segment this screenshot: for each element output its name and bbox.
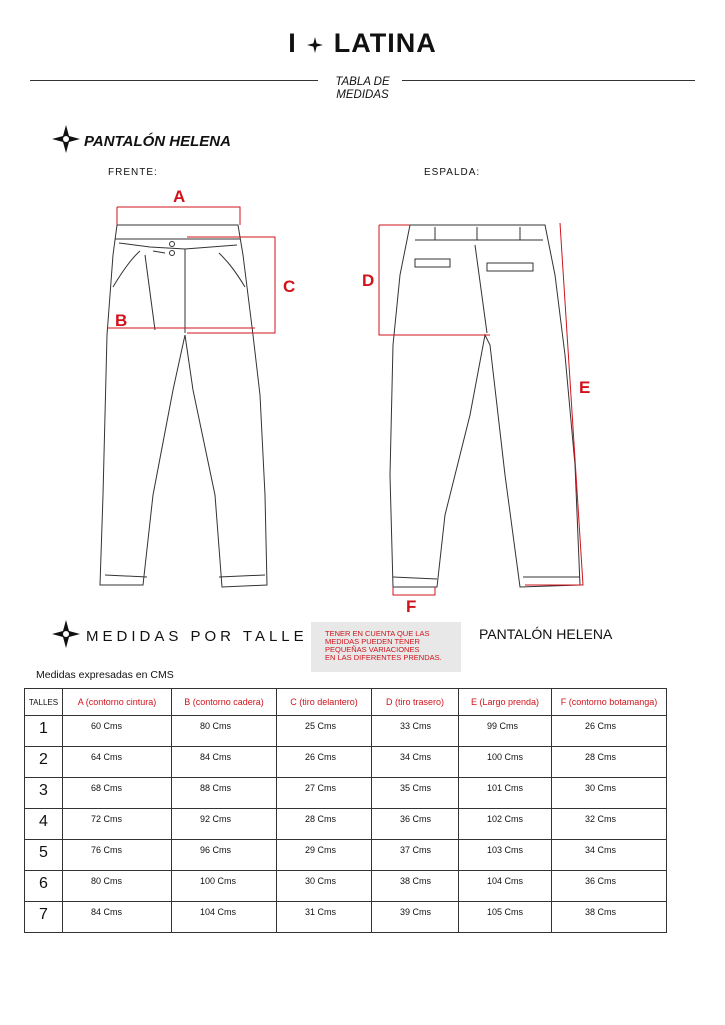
value-cell-c: 25 Cms <box>277 716 372 747</box>
sparkle-star-icon <box>307 29 323 60</box>
measure-letter-b: B <box>115 311 128 330</box>
back-view-label: ESPALDA: <box>424 167 481 178</box>
measure-letter-f: F <box>406 597 417 616</box>
value-cell-e: 102 Cms <box>459 809 552 840</box>
value-cell-c: 28 Cms <box>277 809 372 840</box>
brand-letter-i: I <box>288 28 297 58</box>
value-cell-f: 30 Cms <box>552 778 667 809</box>
front-view-label: FRENTE: <box>108 167 158 178</box>
value-cell-e: 99 Cms <box>459 716 552 747</box>
value-cell-e: 105 Cms <box>459 902 552 933</box>
size-cell: 6 <box>25 871 63 902</box>
table-row <box>25 871 667 902</box>
value-cell-c: 26 Cms <box>277 747 372 778</box>
table-row <box>25 902 667 933</box>
subtitle-line-1: TABLA DE <box>335 76 390 88</box>
table-row <box>25 809 667 840</box>
value-cell-a: 80 Cms <box>63 871 172 902</box>
size-cell: 5 <box>25 840 63 871</box>
measure-letter-d: D <box>362 271 375 290</box>
divider-right <box>402 80 695 81</box>
value-cell-c: 31 Cms <box>277 902 372 933</box>
value-cell-f: 32 Cms <box>552 809 667 840</box>
note-line-1: TENER EN CUENTA QUE LAS <box>325 629 430 638</box>
table-row <box>25 747 667 778</box>
column-header-f: F (contorno botamanga) <box>552 689 667 716</box>
column-header-talles: TALLES <box>25 689 63 716</box>
note-line-2: MEDIDAS PUEDEN TENER <box>325 637 420 646</box>
brand-logo <box>0 28 725 60</box>
value-cell-c: 30 Cms <box>277 871 372 902</box>
column-header-c: C (tiro delantero) <box>277 689 372 716</box>
size-table <box>24 688 667 933</box>
value-cell-c: 29 Cms <box>277 840 372 871</box>
brand-name: LATINA <box>333 28 437 58</box>
value-cell-a: 84 Cms <box>63 902 172 933</box>
measure-letter-a: A <box>173 187 186 206</box>
note-line-3: PEQUEÑAS VARIACIONES <box>325 645 420 654</box>
product-title: PANTALÓN HELENA <box>84 133 231 150</box>
measure-letter-e: E <box>579 378 591 397</box>
value-cell-a: 72 Cms <box>63 809 172 840</box>
column-header-b: B (contorno cadera) <box>172 689 277 716</box>
variation-note <box>311 622 461 672</box>
value-cell-a: 60 Cms <box>63 716 172 747</box>
value-cell-b: 88 Cms <box>172 778 277 809</box>
column-header-a: A (contorno cintura) <box>63 689 172 716</box>
value-cell-d: 34 Cms <box>372 747 459 778</box>
value-cell-b: 84 Cms <box>172 747 277 778</box>
value-cell-f: 28 Cms <box>552 747 667 778</box>
units-note: Medidas expresadas en CMS <box>36 669 174 681</box>
size-cell: 2 <box>25 747 63 778</box>
value-cell-f: 36 Cms <box>552 871 667 902</box>
table-row <box>25 778 667 809</box>
compass-star-icon <box>52 125 80 158</box>
section-heading-sizes <box>52 620 308 653</box>
note-line-4: EN LAS DIFERENTES PRENDAS. <box>325 653 442 662</box>
value-cell-f: 34 Cms <box>552 840 667 871</box>
size-cell: 3 <box>25 778 63 809</box>
value-cell-f: 26 Cms <box>552 716 667 747</box>
document-subtitle <box>300 76 425 102</box>
compass-star-icon <box>52 620 80 653</box>
table-row <box>25 840 667 871</box>
value-cell-a: 76 Cms <box>63 840 172 871</box>
value-cell-d: 35 Cms <box>372 778 459 809</box>
value-cell-e: 100 Cms <box>459 747 552 778</box>
subtitle-line-2: MEDIDAS <box>336 89 389 101</box>
value-cell-a: 68 Cms <box>63 778 172 809</box>
table-header-row <box>25 689 667 716</box>
value-cell-b: 100 Cms <box>172 871 277 902</box>
size-cell: 7 <box>25 902 63 933</box>
value-cell-c: 27 Cms <box>277 778 372 809</box>
value-cell-b: 80 Cms <box>172 716 277 747</box>
value-cell-a: 64 Cms <box>63 747 172 778</box>
product-name: PANTALÓN HELENA <box>479 626 613 642</box>
measure-letter-c: C <box>283 277 296 296</box>
value-cell-d: 36 Cms <box>372 809 459 840</box>
column-header-e: E (Largo prenda) <box>459 689 552 716</box>
front-pants-drawing <box>95 195 305 595</box>
section-heading-product <box>52 125 231 158</box>
divider-left <box>30 80 318 81</box>
value-cell-e: 101 Cms <box>459 778 552 809</box>
size-cell: 4 <box>25 809 63 840</box>
value-cell-f: 38 Cms <box>552 902 667 933</box>
value-cell-b: 104 Cms <box>172 902 277 933</box>
back-pants-drawing <box>375 215 605 600</box>
value-cell-d: 37 Cms <box>372 840 459 871</box>
value-cell-e: 103 Cms <box>459 840 552 871</box>
table-row <box>25 716 667 747</box>
column-header-d: D (tiro trasero) <box>372 689 459 716</box>
size-cell: 1 <box>25 716 63 747</box>
value-cell-b: 92 Cms <box>172 809 277 840</box>
value-cell-d: 33 Cms <box>372 716 459 747</box>
sizes-title: MEDIDAS POR TALLE <box>86 628 308 645</box>
value-cell-b: 96 Cms <box>172 840 277 871</box>
value-cell-d: 38 Cms <box>372 871 459 902</box>
value-cell-d: 39 Cms <box>372 902 459 933</box>
value-cell-e: 104 Cms <box>459 871 552 902</box>
